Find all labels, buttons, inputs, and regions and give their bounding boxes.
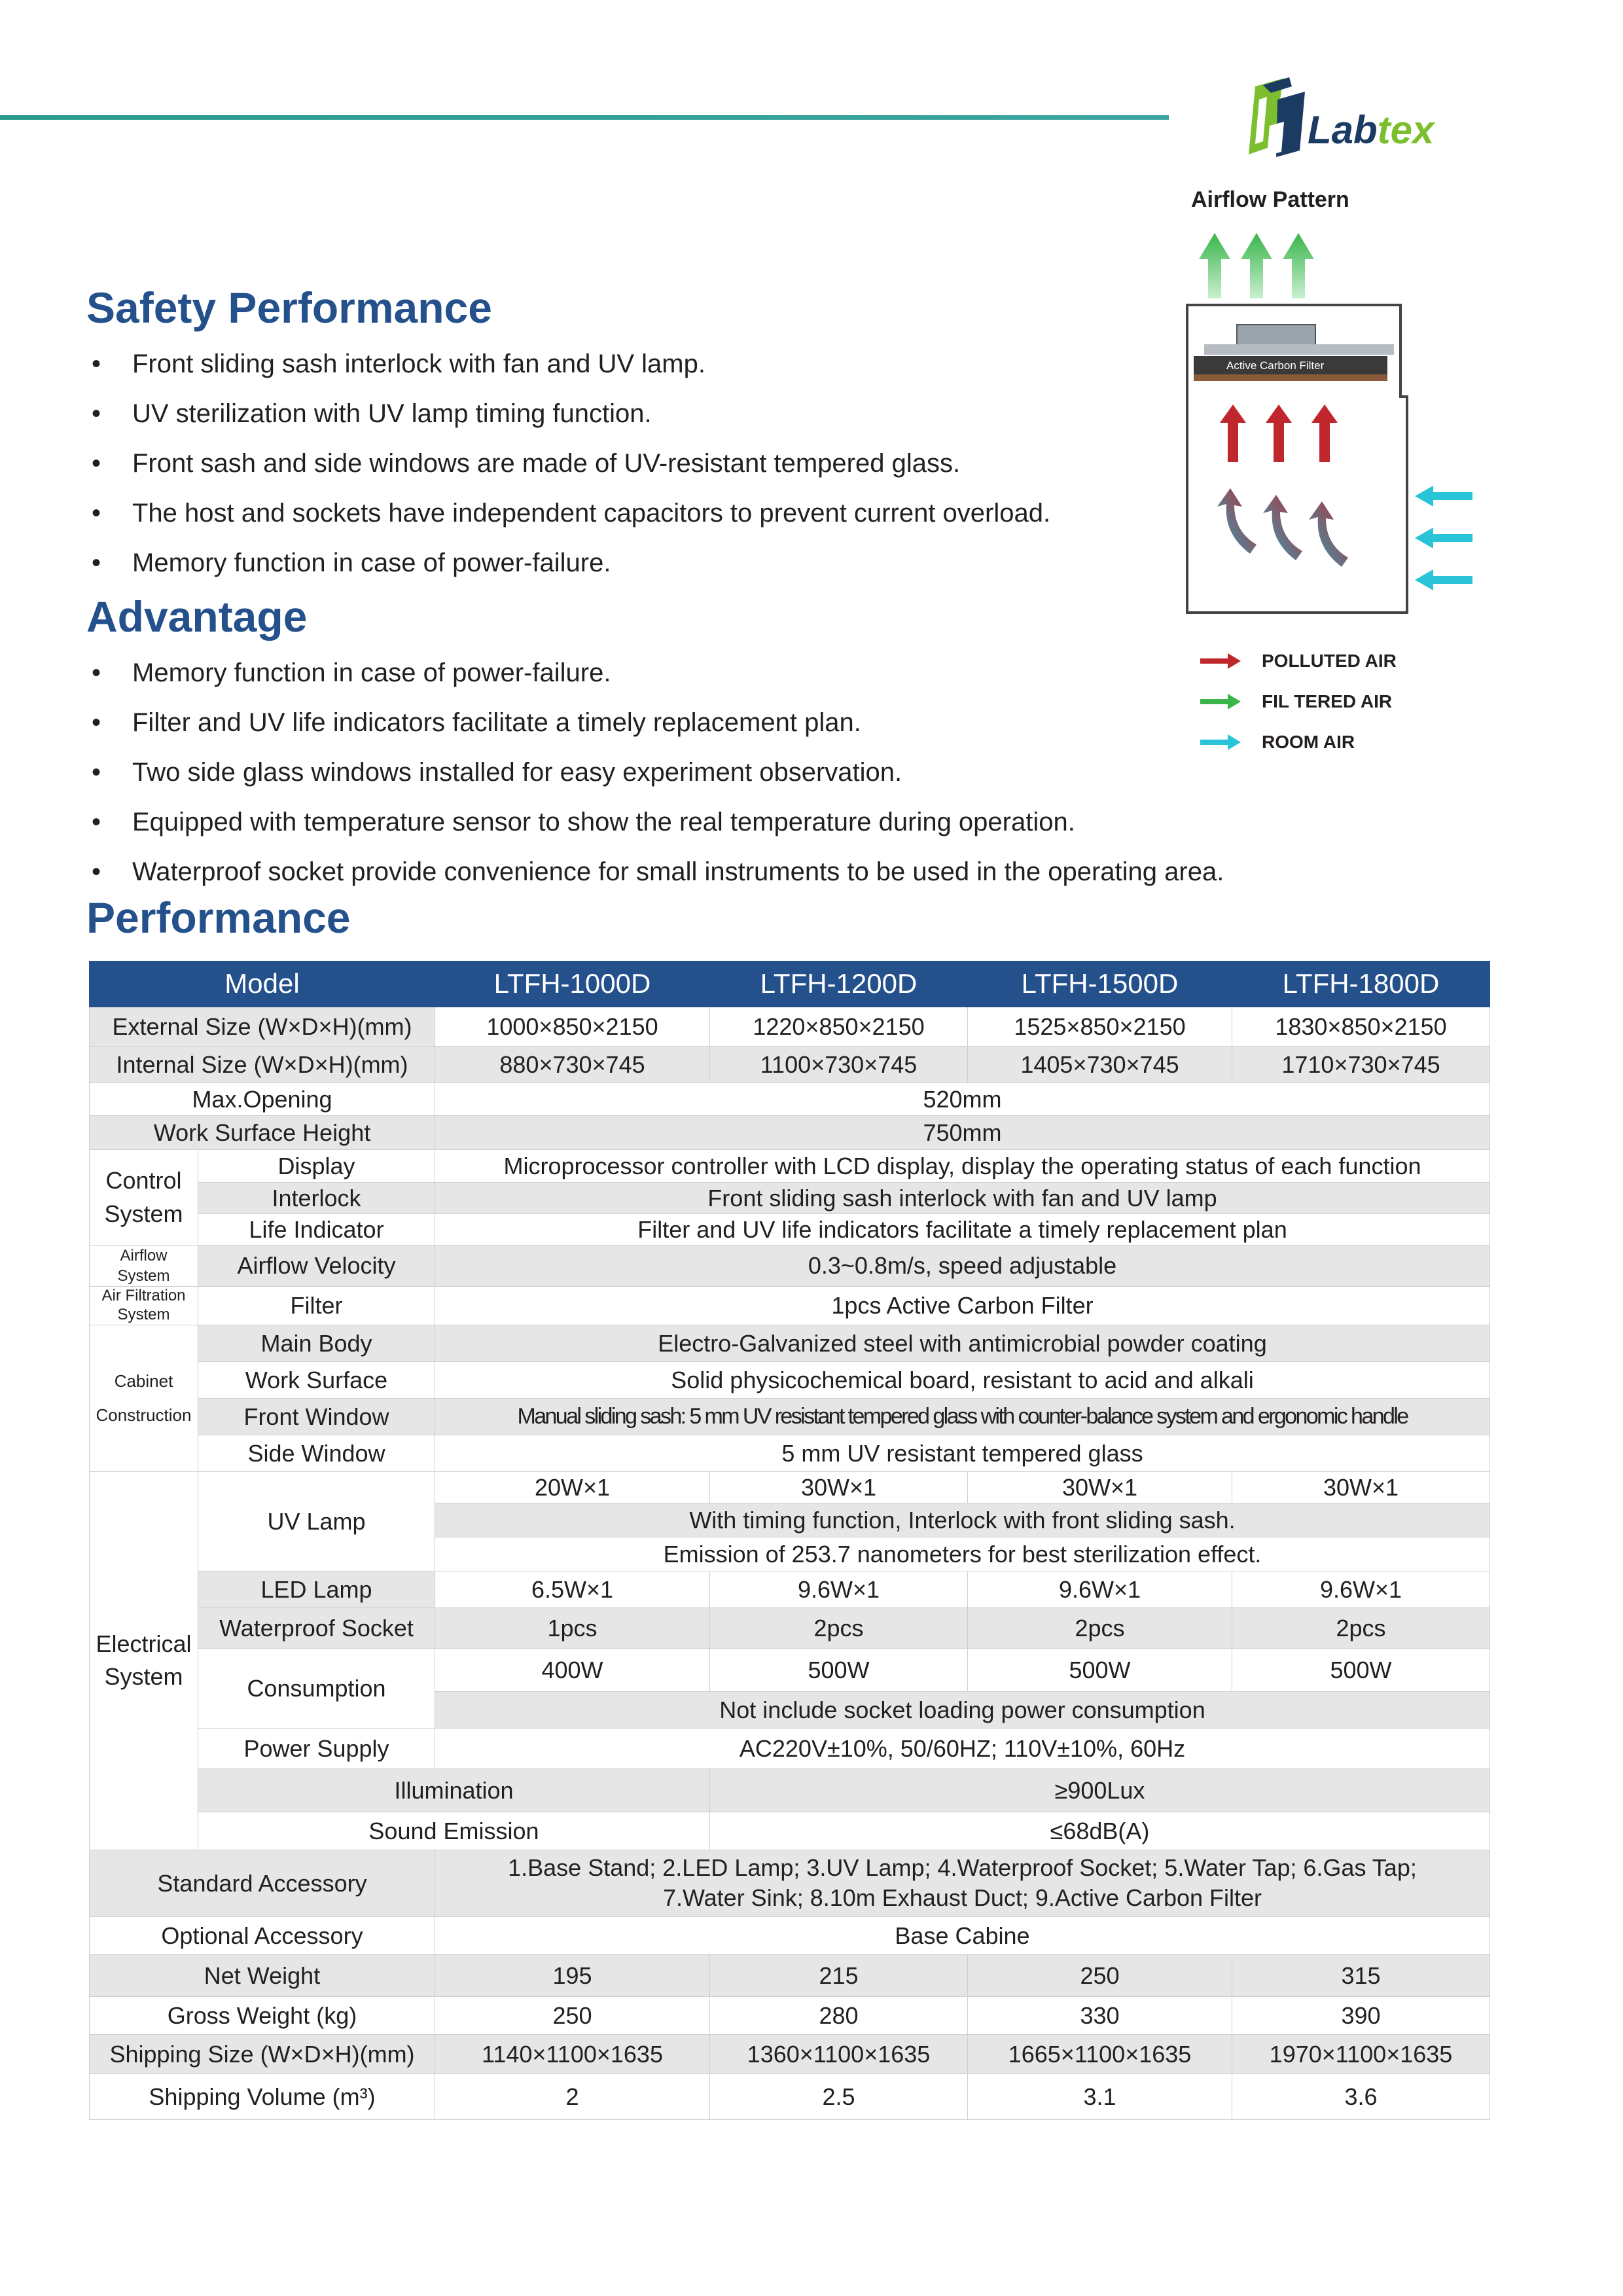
cell: 2 (435, 2073, 710, 2119)
spec-table (89, 961, 1490, 2120)
group-line: Cabinet (114, 1371, 173, 1391)
table-row (90, 1325, 1490, 1361)
cell: 250 (435, 1996, 710, 2034)
group-electrical-system (90, 1471, 198, 1850)
row-label: Main Body (198, 1325, 435, 1361)
fan-plate (1204, 344, 1394, 355)
cell: 750mm (435, 1116, 1490, 1150)
table-row (90, 1571, 1490, 1607)
cell: 9.6W×1 (1232, 1571, 1490, 1607)
list-item (92, 389, 1050, 439)
group-line: System (117, 1306, 170, 1324)
cell: 1830×850×2150 (1232, 1007, 1490, 1047)
row-label: Net Weight (90, 1954, 435, 1996)
advantage-list (92, 648, 1224, 897)
row-label: Filter (198, 1287, 435, 1325)
cell: 2pcs (710, 1607, 968, 1648)
table-row (90, 1435, 1490, 1471)
brand-mark-icon (1243, 73, 1309, 165)
cell: 1525×850×2150 (968, 1007, 1232, 1047)
row-label: Display (198, 1150, 435, 1183)
cell: 2pcs (1232, 1607, 1490, 1648)
cell: 5 mm UV resistant tempered glass (435, 1435, 1490, 1471)
bullet: • (92, 350, 101, 378)
row-label: Shipping Volume (m³) (90, 2073, 435, 2119)
row-label: Waterproof Socket (198, 1607, 435, 1648)
cell: Manual sliding sash: 5 mm UV resistant tempered glass with counter-balance system and ergonomic handle (435, 1398, 1490, 1435)
cell: 30W×1 (1232, 1471, 1490, 1503)
list-item (92, 648, 1224, 698)
group-line: System (104, 1663, 183, 1691)
cell: 1665×1100×1635 (968, 2034, 1232, 2073)
row-label: Shipping Size (W×D×H)(mm) (90, 2034, 435, 2073)
list-item-text: Front sliding sash interlock with fan and UV lamp. (132, 350, 705, 378)
cell: ≥900Lux (710, 1768, 1490, 1812)
cell: Front sliding sash interlock with fan and UV lamp (435, 1183, 1490, 1214)
polluted-air-arrows (1220, 404, 1338, 462)
table-row (90, 1083, 1490, 1116)
header-rule (0, 115, 1169, 120)
table-row (90, 1728, 1490, 1768)
table-row (90, 1007, 1490, 1047)
table-row (90, 1996, 1490, 2034)
figure-title: Airflow Pattern (1191, 187, 1349, 212)
cell: 9.6W×1 (968, 1571, 1232, 1607)
group-control-system (90, 1150, 198, 1246)
header-model-4: LTFH-1800D (1232, 961, 1490, 1007)
advantage-title: Advantage (86, 592, 308, 641)
group-line: Electrical (96, 1630, 192, 1658)
row-label: Work Surface Height (90, 1116, 435, 1150)
bullet: • (92, 399, 101, 428)
cell: 0.3~0.8m/s, speed adjustable (435, 1246, 1490, 1287)
table-row (90, 1116, 1490, 1150)
group-filtration-system (90, 1287, 198, 1325)
row-label: Consumption (198, 1648, 435, 1728)
cell: 1pcs (435, 1607, 710, 1648)
brand-name (1308, 107, 1434, 152)
legend-label: FIL TERED AIR (1262, 691, 1393, 711)
list-item (92, 439, 1050, 488)
row-label: Power Supply (198, 1728, 435, 1768)
table-row (90, 1954, 1490, 1996)
cell: Microprocessor controller with LCD display, display the operating status of each function (435, 1150, 1490, 1183)
table-row (90, 1648, 1490, 1691)
table-row (90, 1607, 1490, 1648)
cell: 400W (435, 1648, 710, 1691)
table-row (90, 2073, 1490, 2119)
bullet: • (92, 658, 101, 687)
row-label: Airflow Velocity (198, 1246, 435, 1287)
cell: AC220V±10%, 50/60HZ; 110V±10%, 60Hz (435, 1728, 1490, 1768)
row-label: Standard Accessory (90, 1850, 435, 1916)
brand-logo (1243, 73, 1492, 165)
row-label: Optional Accessory (90, 1916, 435, 1954)
row-label: Side Window (198, 1435, 435, 1471)
cell: Emission of 253.7 nanometers for best sterilization effect. (435, 1537, 1490, 1571)
cell: 195 (435, 1954, 710, 1996)
header-model: Model (90, 961, 435, 1007)
table-row (90, 1150, 1490, 1183)
group-airflow-system (90, 1246, 198, 1287)
cell: 315 (1232, 1954, 1490, 1996)
cell: 390 (1232, 1996, 1490, 2034)
table-row (90, 1916, 1490, 1954)
cell: 2.5 (710, 2073, 968, 2119)
cell: 1220×850×2150 (710, 1007, 968, 1047)
list-item-text: Front sash and side windows are made of UV-resistant tempered glass. (132, 449, 961, 478)
row-label: Life Indicator (198, 1214, 435, 1246)
list-item-text: Equipped with temperature sensor to show the real temperature during operation. (132, 808, 1075, 836)
cell: 250 (968, 1954, 1232, 1996)
brand-name-part1: Lab (1308, 108, 1378, 152)
filter-band (1194, 374, 1387, 381)
accessory-line: 7.Water Sink; 8.10m Exhaust Duct; 9.Active Carbon Filter (662, 1884, 1262, 1912)
list-item-text: Memory function in case of power-failure. (132, 658, 611, 687)
row-label: Max.Opening (90, 1083, 435, 1116)
table-row (90, 1287, 1490, 1325)
cell: 280 (710, 1996, 968, 2034)
table-row (90, 1047, 1490, 1083)
cell: 9.6W×1 (710, 1571, 968, 1607)
safety-title: Safety Performance (86, 283, 492, 332)
exhaust-arrows (1199, 233, 1314, 298)
list-item (92, 488, 1050, 538)
cell: 1970×1100×1635 (1232, 2034, 1490, 2073)
cell: 500W (968, 1648, 1232, 1691)
group-line: System (117, 1267, 170, 1285)
header-model-2: LTFH-1200D (710, 961, 968, 1007)
cell: 330 (968, 1996, 1232, 2034)
cell: 20W×1 (435, 1471, 710, 1503)
cell: 215 (710, 1954, 968, 1996)
table-row (90, 1768, 1490, 1812)
cell: 880×730×745 (435, 1047, 710, 1083)
table-row (90, 1214, 1490, 1246)
row-label: LED Lamp (198, 1571, 435, 1607)
list-item (92, 847, 1224, 897)
group-line: Control (105, 1167, 182, 1194)
cell: 500W (710, 1648, 968, 1691)
cell: Filter and UV life indicators facilitate a timely replacement plan (435, 1214, 1490, 1246)
header-model-3: LTFH-1500D (968, 961, 1232, 1007)
table-row (90, 1812, 1490, 1850)
cell: ≤68dB(A) (710, 1812, 1490, 1850)
cell: 1100×730×745 (710, 1047, 968, 1083)
row-label: Illumination (198, 1768, 710, 1812)
table-row (90, 1361, 1490, 1398)
row-label: Sound Emission (198, 1812, 710, 1850)
table-row (90, 1183, 1490, 1214)
group-cabinet-construction (90, 1325, 198, 1471)
table-row (90, 1246, 1490, 1287)
group-line: Construction (96, 1405, 192, 1426)
bullet: • (92, 758, 101, 787)
list-item (92, 747, 1224, 797)
group-line: Air Filtration (101, 1287, 186, 1305)
cell: Solid physicochemical board, resistant to acid and alkali (435, 1361, 1490, 1398)
bullet: • (92, 808, 101, 836)
cell: Electro-Galvanized steel with antimicrobial powder coating (435, 1325, 1490, 1361)
cell: 1pcs Active Carbon Filter (435, 1287, 1490, 1325)
cell: Not include socket loading power consumption (435, 1691, 1490, 1728)
list-item-text: UV sterilization with UV lamp timing function. (132, 399, 652, 428)
group-line: System (104, 1200, 183, 1227)
list-item (92, 538, 1050, 588)
row-label: Gross Weight (kg) (90, 1996, 435, 2034)
brand-name-part2: tex (1377, 108, 1435, 152)
cell: 30W×1 (968, 1471, 1232, 1503)
cell: Base Cabine (435, 1916, 1490, 1954)
filter-label: Active Carbon Filter (1226, 359, 1325, 372)
table-row (90, 2034, 1490, 2073)
safety-list (92, 339, 1050, 588)
bullet: • (92, 708, 101, 737)
bullet: • (92, 449, 101, 478)
table-row (90, 1850, 1490, 1916)
cell (435, 1850, 1490, 1916)
list-item-text: Waterproof socket provide convenience for small instruments to be used in the operating area. (132, 857, 1224, 886)
performance-title: Performance (86, 893, 351, 942)
table-row (90, 1471, 1490, 1503)
table-header-row (90, 961, 1490, 1007)
bullet: • (92, 548, 101, 577)
cell: 3.6 (1232, 2073, 1490, 2119)
airflow-diagram (1185, 226, 1486, 672)
row-label: Internal Size (W×D×H)(mm) (90, 1047, 435, 1083)
list-item (92, 698, 1224, 747)
row-label: External Size (W×D×H)(mm) (90, 1007, 435, 1047)
row-label: Front Window (198, 1398, 435, 1435)
accessory-line: 1.Base Stand; 2.LED Lamp; 3.UV Lamp; 4.Waterproof Socket; 5.Water Tap; 6.Gas Tap; (508, 1854, 1417, 1881)
cell: 3.1 (968, 2073, 1232, 2119)
cell: With timing function, Interlock with front sliding sash. (435, 1503, 1490, 1537)
room-air-arrows (1415, 486, 1472, 590)
row-label: Interlock (198, 1183, 435, 1214)
cell: 1140×1100×1635 (435, 2034, 710, 2073)
cell: 6.5W×1 (435, 1571, 710, 1607)
cell: 1405×730×745 (968, 1047, 1232, 1083)
bullet: • (92, 857, 101, 886)
list-item-text: The host and sockets have independent capacitors to prevent current overload. (132, 499, 1051, 528)
table-row (90, 1398, 1490, 1435)
header-model-1: LTFH-1000D (435, 961, 710, 1007)
row-label: UV Lamp (198, 1471, 435, 1571)
cell: 1710×730×745 (1232, 1047, 1490, 1083)
bullet: • (92, 499, 101, 528)
list-item (92, 797, 1224, 847)
group-line: Airflow (120, 1247, 168, 1265)
cell: 1000×850×2150 (435, 1007, 710, 1047)
airflow-figure (1185, 187, 1486, 776)
legend-label: POLLUTED AIR (1262, 651, 1397, 671)
list-item-text: Filter and UV life indicators facilitate a timely replacement plan. (132, 708, 861, 737)
cell: 520mm (435, 1083, 1490, 1116)
list-item-text: Two side glass windows installed for easy experiment observation. (132, 758, 902, 787)
cell: 1360×1100×1635 (710, 2034, 968, 2073)
list-item (92, 339, 1050, 389)
legend-label: ROOM AIR (1262, 732, 1355, 752)
cell: 2pcs (968, 1607, 1232, 1648)
cell: 500W (1232, 1648, 1490, 1691)
list-item-text: Memory function in case of power-failure. (132, 548, 611, 577)
cell: 30W×1 (710, 1471, 968, 1503)
row-label: Work Surface (198, 1361, 435, 1398)
